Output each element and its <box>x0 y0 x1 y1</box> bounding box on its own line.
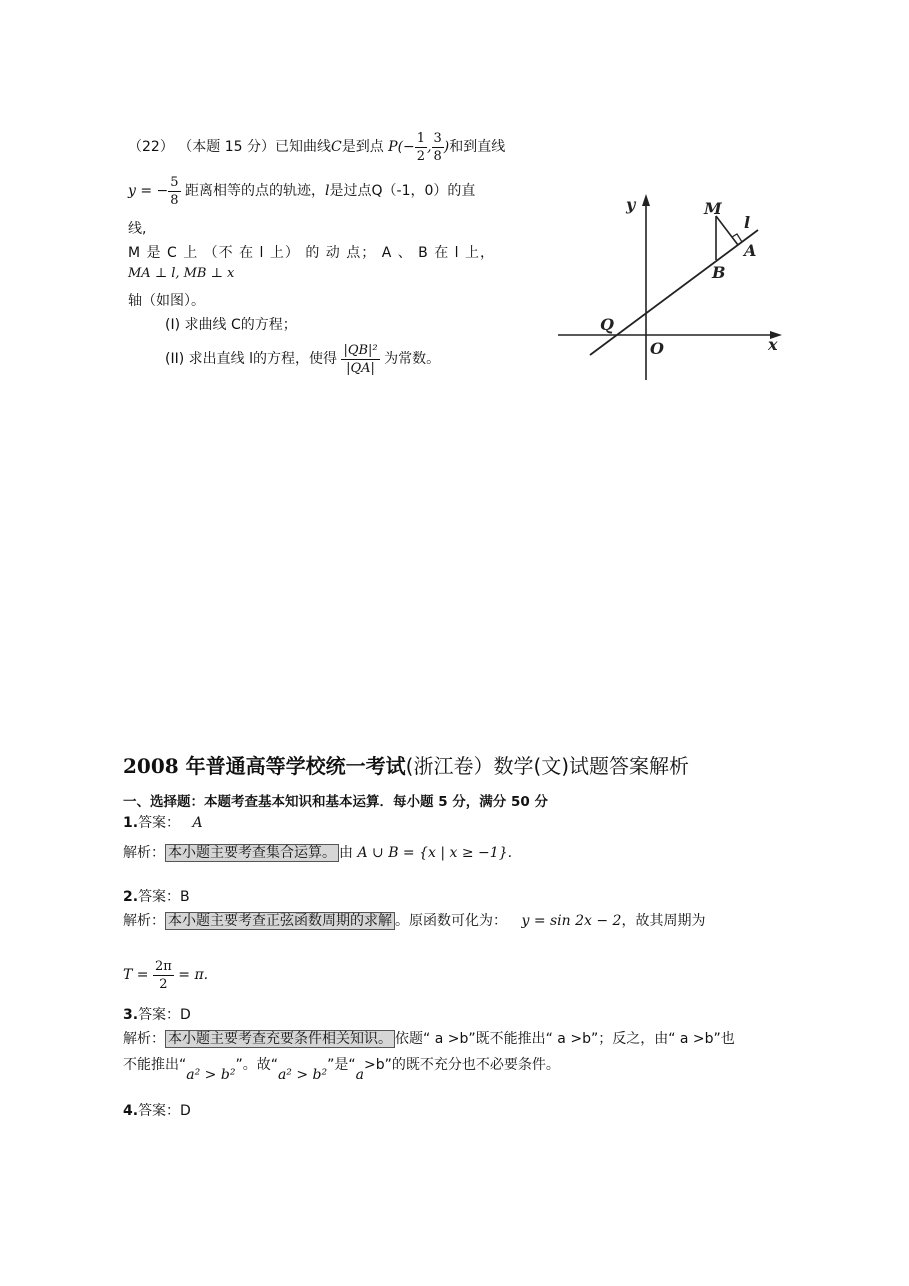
fraction <box>168 176 180 207</box>
formula-lhs: T = <box>123 967 149 983</box>
problem-header: （22） （本题 15 分）已知曲线 <box>128 139 331 155</box>
formula: a² > b² <box>277 1067 328 1083</box>
segment-ma <box>716 216 738 245</box>
highlight-box: 本小题主要考查集合运算。 <box>165 844 339 862</box>
denominator: |QA| <box>346 360 375 376</box>
formula: a <box>355 1067 364 1083</box>
q1-explanation <box>123 842 512 862</box>
y-axis-arrow <box>642 194 650 206</box>
y-label: y <box>626 195 636 214</box>
text: 为常数。 <box>384 351 441 367</box>
problem-22-part1: (I) 求曲线 C的方程； <box>165 317 297 333</box>
point-q-text: Q（-1，0）的直 <box>371 183 476 199</box>
x-label: x <box>768 335 778 354</box>
o-label: O <box>650 339 664 358</box>
ratio-fraction <box>341 344 379 375</box>
text: 和到直线 <box>449 139 506 155</box>
problem-22-line4: M 是 C 上 （不 在 l 上） 的 动 点； A 、 B 在 l 上， <box>128 245 496 261</box>
q3-explanation <box>123 1028 735 1048</box>
answer-label: 答案：D <box>138 1007 191 1023</box>
line-symbol: l <box>325 183 330 199</box>
answer-value: A <box>192 815 203 831</box>
q3-answer <box>123 1004 191 1024</box>
highlight-box: 本小题主要考查充要条件相关知识。 <box>165 1030 395 1048</box>
denominator: 8 <box>433 148 442 164</box>
text: 距离相等的点的轨迹， <box>185 183 326 199</box>
formula: y = sin 2x − 2 <box>521 913 622 929</box>
problem-22-line3: 线, <box>128 221 147 237</box>
m-label: M <box>704 199 722 218</box>
explanation-label: 解析： <box>123 845 165 861</box>
problem-22-line6: 轴（如图）。 <box>128 293 205 309</box>
q2-explanation <box>123 910 705 930</box>
formula: A ∪ B = {x | x ≥ −1}. <box>357 845 513 861</box>
text: >b”的既不充分也不必要条件。 <box>364 1057 560 1073</box>
question-number: 2. <box>123 889 139 905</box>
explanation-label: 解析： <box>123 913 165 929</box>
numerator: 3 <box>433 130 442 146</box>
numerator: |QB|² <box>343 342 378 358</box>
answer-label: 答案：D <box>138 1103 191 1119</box>
section-heading: 一、选择题：本题考查基本知识和基本运算．每小题 5 分，满分 50 分 <box>123 794 548 810</box>
problem-22-part2 <box>165 338 440 380</box>
text: 不能推出“ <box>123 1057 187 1073</box>
question-number: 4. <box>123 1103 139 1119</box>
denominator: 8 <box>170 192 179 208</box>
comma: , <box>427 139 432 155</box>
coordinate-figure <box>548 190 788 385</box>
l-label: l <box>744 213 751 232</box>
explanation-label: 解析： <box>123 1031 165 1047</box>
formula-rhs: = π. <box>178 967 209 983</box>
denominator: 2 <box>416 148 426 164</box>
text: 是到点 <box>341 139 384 155</box>
text: 是过点 <box>329 183 372 199</box>
problem-22-line5: MA ⊥ l, MB ⊥ x <box>128 266 235 281</box>
q4-answer <box>123 1100 191 1120</box>
formula: a² > b² <box>186 1067 236 1083</box>
highlight-box: 本小题主要考查正弦函数周期的求解 <box>165 912 395 930</box>
text: 由 <box>339 845 353 861</box>
answer-label: 答案：B <box>138 889 190 905</box>
text: 。原函数可化为： <box>395 913 507 929</box>
fraction <box>432 132 444 163</box>
fraction <box>415 132 427 163</box>
q-label: Q <box>600 315 614 334</box>
text: (II) 求出直线 l的方程，使得 <box>165 351 337 367</box>
denominator: 2 <box>159 976 168 992</box>
text: ”。故“ <box>235 1057 278 1073</box>
line-l <box>590 230 758 355</box>
q2-answer <box>123 886 190 906</box>
q1-answer <box>123 812 203 832</box>
point-p-label: P(− <box>388 139 415 155</box>
text: ，故其周期为 <box>621 913 706 929</box>
title-part-b: (浙江卷）数学(文)试题答案解析 <box>405 754 690 778</box>
q3-explanation-line2 <box>123 1054 560 1083</box>
numerator: 5 <box>170 174 179 190</box>
b-label: B <box>712 263 726 282</box>
problem-22-line2 <box>128 172 475 210</box>
question-number: 1. <box>123 815 139 831</box>
answers-title <box>123 750 689 779</box>
problem-22-line1 <box>128 130 505 164</box>
numerator: 1 <box>416 130 426 146</box>
title-part-a: 2008 年普通高等学校统一考试 <box>123 754 406 778</box>
line-equation: y = − <box>128 183 169 199</box>
q2-period <box>123 952 208 998</box>
text: ”是“ <box>327 1057 356 1073</box>
numerator: 2π <box>154 958 172 974</box>
paren: ) <box>443 139 450 155</box>
text: 依题“ a >b”既不能推出“ a >b”；反之，由“ a >b”也 <box>395 1031 735 1047</box>
curve-symbol: C <box>330 139 342 155</box>
answer-label: 答案： <box>138 815 181 831</box>
fraction <box>153 960 174 991</box>
question-number: 3. <box>123 1007 139 1023</box>
a-label: A <box>744 241 757 260</box>
